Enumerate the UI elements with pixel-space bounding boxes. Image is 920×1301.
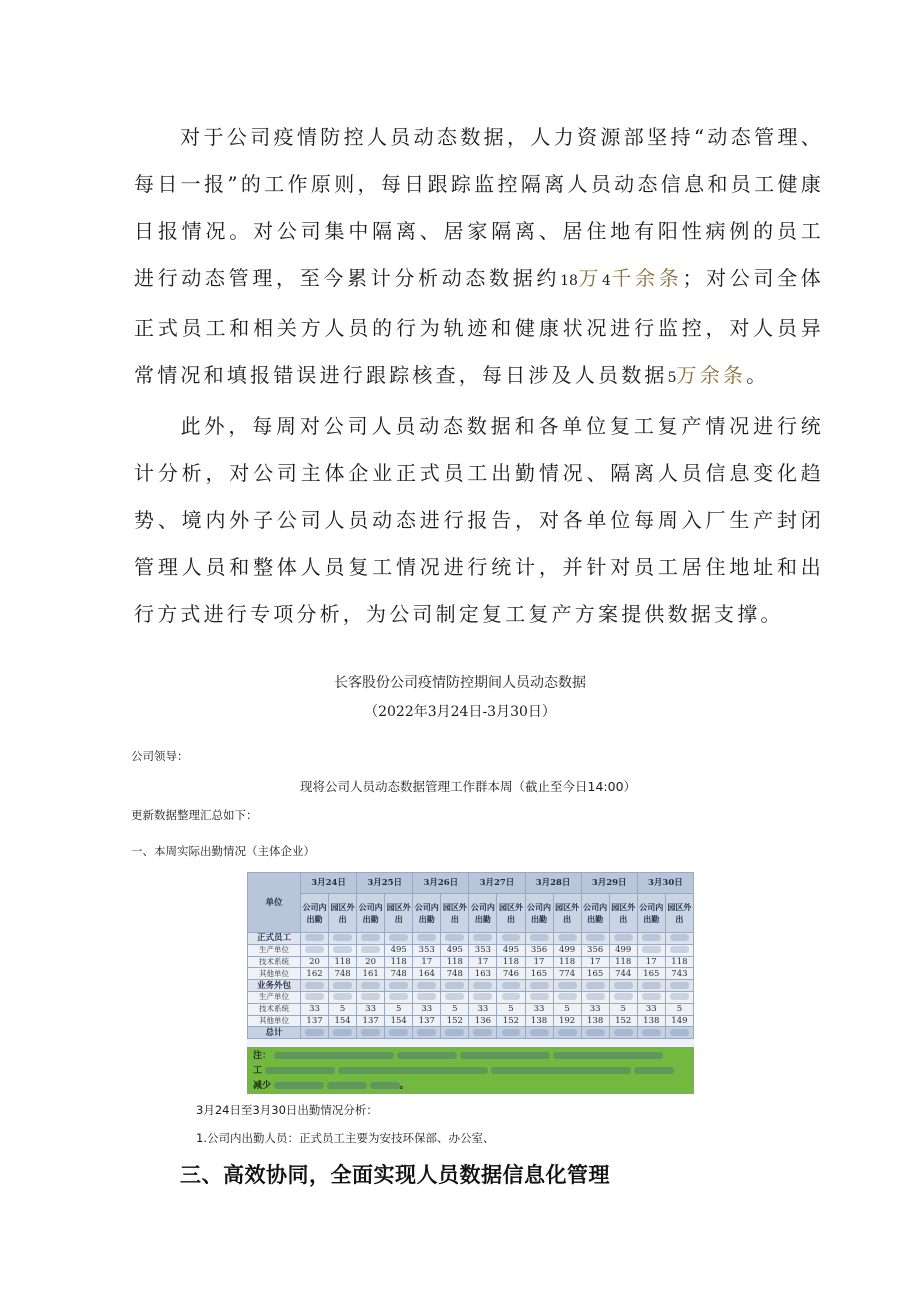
table-cell: [329, 933, 357, 945]
salutation: 公司领导：: [131, 749, 189, 763]
table-cell: [497, 933, 525, 945]
row-label: 生产单位: [248, 944, 301, 956]
paragraph-1-segment: 千余条: [610, 266, 683, 290]
table-cell: 118: [553, 956, 581, 968]
table-cell: 164: [413, 968, 441, 980]
table-cell: [581, 1027, 609, 1039]
table-cell: [413, 980, 441, 992]
table-row: [248, 956, 694, 968]
table-cell: 774: [553, 968, 581, 980]
date-header: 3月29日: [581, 873, 637, 894]
date-header: 3月25日: [357, 873, 413, 894]
table-cell: [469, 980, 497, 992]
table-cell: 495: [441, 944, 469, 956]
table-note: [247, 1047, 694, 1094]
table-cell: 748: [441, 968, 469, 980]
table-cell: 161: [357, 968, 385, 980]
table-cell: 165: [525, 968, 553, 980]
table-cell: [329, 1027, 357, 1039]
table-row: [248, 944, 694, 956]
table-cell: [469, 1027, 497, 1039]
table-cell: 17: [581, 956, 609, 968]
intro-line-2: 更新数据整理汇总如下：: [131, 808, 258, 822]
table-cell: 162: [301, 968, 329, 980]
date-header: 3月26日: [413, 873, 469, 894]
table-cell: [413, 991, 441, 1003]
table-cell: [413, 933, 441, 945]
table-cell: [329, 991, 357, 1003]
table-cell: 499: [609, 944, 637, 956]
date-header: 3月28日: [525, 873, 581, 894]
table-cell: 743: [665, 968, 693, 980]
table-cell: 20: [301, 956, 329, 968]
sub-header-out: 园区外出: [553, 894, 581, 933]
table-row: [248, 991, 694, 1003]
paragraph-1-segment: 万余条: [676, 363, 747, 387]
table-cell: 137: [301, 1015, 329, 1027]
paragraph-1-segment: 对于公司疫情防控人员动态数据，人力资源部坚持“动态管理、每日一报”的工作原则，每日跟踪监控隔离人员动态信息和员工健康日报情况。对公司集中隔离、居家隔离、居住地有阳性病例的员工进行动态管理，至今累计分析动态数据约: [134, 125, 824, 290]
table-cell: 138: [525, 1015, 553, 1027]
row-label: 业务外包: [248, 980, 301, 992]
paragraph-1: [134, 114, 824, 402]
table-cell: 33: [525, 1003, 553, 1015]
table-cell: 356: [581, 944, 609, 956]
table-cell: [525, 980, 553, 992]
table-cell: 33: [357, 1003, 385, 1015]
table-cell: 495: [497, 944, 525, 956]
table-cell: [497, 1027, 525, 1039]
sub-header-in: 公司内出勤: [469, 894, 497, 933]
paragraph-1-segment: 万: [577, 266, 603, 290]
analysis-heading: 3月24日至3月30日出勤情况分析：: [196, 1103, 378, 1117]
date-header: 3月30日: [637, 873, 693, 894]
table-cell: [301, 991, 329, 1003]
date-header: 3月27日: [469, 873, 525, 894]
table-cell: 118: [441, 956, 469, 968]
table-cell: [441, 991, 469, 1003]
table-cell: 746: [497, 968, 525, 980]
table-cell: 154: [329, 1015, 357, 1027]
table-cell: 154: [385, 1015, 413, 1027]
table-cell: 33: [301, 1003, 329, 1015]
date-header: 3月24日: [301, 873, 357, 894]
table-cell: 5: [441, 1003, 469, 1015]
sub-header-in: 公司内出勤: [525, 894, 553, 933]
row-label: 技术系统: [248, 956, 301, 968]
section-1-heading: 一、本周实际出勤情况（主体企业）: [131, 844, 315, 858]
table-cell: 748: [385, 968, 413, 980]
table-cell: 165: [637, 968, 665, 980]
table-row: [248, 1003, 694, 1015]
table-cell: [301, 933, 329, 945]
table-cell: [665, 1027, 693, 1039]
table-cell: [553, 980, 581, 992]
table-cell: 17: [637, 956, 665, 968]
table-row: [248, 968, 694, 980]
table-cell: 744: [609, 968, 637, 980]
unit-header: 单位: [248, 873, 301, 933]
table-cell: 138: [581, 1015, 609, 1027]
sub-header-out: 园区外出: [441, 894, 469, 933]
table-cell: [385, 980, 413, 992]
table-cell: 5: [497, 1003, 525, 1015]
table-cell: 118: [609, 956, 637, 968]
note-line2-prefix: 工: [253, 1066, 263, 1076]
table-cell: [581, 980, 609, 992]
table-cell: 20: [357, 956, 385, 968]
table-cell: 163: [469, 968, 497, 980]
table-cell: [441, 1027, 469, 1039]
table-cell: 137: [413, 1015, 441, 1027]
row-label: 正式员工: [248, 933, 301, 945]
table-cell: [609, 933, 637, 945]
report-title: 长客股份公司疫情防控期间人员动态数据: [334, 675, 586, 691]
table-cell: [301, 980, 329, 992]
note-prefix: 注：: [253, 1051, 272, 1061]
table-cell: [525, 933, 553, 945]
table-cell: [469, 933, 497, 945]
table-row: [248, 1027, 694, 1039]
sub-header-out: 园区外出: [665, 894, 693, 933]
table-cell: 5: [553, 1003, 581, 1015]
table-cell: 152: [497, 1015, 525, 1027]
table-cell: 5: [665, 1003, 693, 1015]
note-line3-suffix: 。: [399, 1081, 409, 1091]
table-cell: [665, 980, 693, 992]
row-label: 总计: [248, 1027, 301, 1039]
paragraph-2-text: 此外，每周对公司人员动态数据和各单位复工复产情况进行统计分析，对公司主体企业正式员工出勤情况、隔离人员信息变化趋势、境内外子公司人员动态进行报告，对各单位每周入厂生产封闭管理人员和整体人员复工情况进行统计，并针对员工居住地址和出行方式进行专项分析，为公司制定复工复产方案提供数据支撑。: [134, 414, 824, 626]
table-cell: [581, 991, 609, 1003]
table-cell: 118: [497, 956, 525, 968]
table-cell: [497, 991, 525, 1003]
table-cell: 495: [385, 944, 413, 956]
table-cell: 165: [581, 968, 609, 980]
table-cell: 17: [525, 956, 553, 968]
table-cell: [665, 991, 693, 1003]
table-cell: [609, 991, 637, 1003]
table-cell: [637, 991, 665, 1003]
table-cell: 17: [469, 956, 497, 968]
table-cell: [385, 991, 413, 1003]
attendance-table-image: [247, 872, 694, 1094]
table-cell: 138: [637, 1015, 665, 1027]
table-row: [248, 933, 694, 945]
table-cell: [581, 933, 609, 945]
table-row: [248, 1015, 694, 1027]
table-cell: [609, 980, 637, 992]
table-cell: [637, 1027, 665, 1039]
sub-header-out: 园区外出: [329, 894, 357, 933]
table-cell: 118: [329, 956, 357, 968]
table-cell: 118: [665, 956, 693, 968]
table-cell: [665, 944, 693, 956]
table-cell: [441, 980, 469, 992]
table-cell: [385, 1027, 413, 1039]
table-cell: [329, 980, 357, 992]
sub-header-in: 公司内出勤: [637, 894, 665, 933]
note-line3-prefix: 减少: [253, 1081, 272, 1091]
table-cell: 33: [581, 1003, 609, 1015]
intro-line: 现将公司人员动态数据管理工作群本周（截止至今日14:00）: [300, 779, 637, 794]
table-cell: [441, 933, 469, 945]
table-cell: [497, 980, 525, 992]
table-cell: [357, 980, 385, 992]
table-cell: 33: [469, 1003, 497, 1015]
table-cell: 5: [385, 1003, 413, 1015]
sub-header-out: 园区外出: [609, 894, 637, 933]
paragraph-2: [134, 403, 824, 638]
sub-header-in: 公司内出勤: [581, 894, 609, 933]
row-label: 其他单位: [248, 968, 301, 980]
table-cell: 353: [413, 944, 441, 956]
table-cell: 137: [357, 1015, 385, 1027]
table-cell: [329, 944, 357, 956]
attendance-table: [247, 872, 694, 1039]
table-cell: 17: [413, 956, 441, 968]
row-label: 生产单位: [248, 991, 301, 1003]
paragraph-1-segment: ；对公司全体正式员工和相关方人员的行为轨迹和健康状况进行监控，对人员异常情况和填报错误进行跟踪核查，每日涉及人员数据: [134, 266, 824, 387]
analysis-item-1: 1.公司内出勤人员：正式员工主要为安技环保部、办公室、: [196, 1131, 495, 1145]
table-cell: 152: [609, 1015, 637, 1027]
table-cell: 5: [329, 1003, 357, 1015]
table-cell: [525, 1027, 553, 1039]
table-cell: [637, 944, 665, 956]
table-cell: [553, 991, 581, 1003]
sub-header-in: 公司内出勤: [413, 894, 441, 933]
table-cell: 149: [665, 1015, 693, 1027]
report-date-range: （2022年3月24日-3月30日）: [364, 704, 556, 720]
table-cell: [637, 933, 665, 945]
table-cell: [385, 933, 413, 945]
table-cell: 33: [413, 1003, 441, 1015]
table-cell: [665, 933, 693, 945]
table-cell: 748: [329, 968, 357, 980]
table-cell: 33: [637, 1003, 665, 1015]
table-cell: [413, 1027, 441, 1039]
table-cell: [357, 1027, 385, 1039]
section-three-heading: 三、高效协同，全面实现人员数据信息化管理: [180, 1163, 610, 1187]
table-cell: [609, 1027, 637, 1039]
table-cell: [357, 944, 385, 956]
paragraph-1-segment: 。: [746, 363, 770, 387]
sub-header-out: 园区外出: [385, 894, 413, 933]
table-cell: [525, 991, 553, 1003]
table-cell: 353: [469, 944, 497, 956]
sub-header-out: 园区外出: [497, 894, 525, 933]
table-cell: [553, 933, 581, 945]
paragraph-1-segment: 4: [602, 273, 611, 289]
table-cell: 356: [525, 944, 553, 956]
table-cell: 152: [441, 1015, 469, 1027]
row-label: 其他单位: [248, 1015, 301, 1027]
table-cell: [301, 944, 329, 956]
paragraph-1-segment: 5: [667, 370, 677, 386]
sub-header-in: 公司内出勤: [301, 894, 329, 933]
table-cell: [637, 980, 665, 992]
row-label: 技术系统: [248, 1003, 301, 1015]
paragraph-1-segment: 18: [560, 273, 578, 289]
table-cell: [469, 991, 497, 1003]
table-cell: [357, 933, 385, 945]
table-cell: 499: [553, 944, 581, 956]
table-cell: [301, 1027, 329, 1039]
table-cell: 192: [553, 1015, 581, 1027]
table-row: [248, 980, 694, 992]
table-cell: [553, 1027, 581, 1039]
table-cell: 118: [385, 956, 413, 968]
table-cell: [357, 991, 385, 1003]
table-cell: 136: [469, 1015, 497, 1027]
sub-header-in: 公司内出勤: [357, 894, 385, 933]
table-cell: 5: [609, 1003, 637, 1015]
